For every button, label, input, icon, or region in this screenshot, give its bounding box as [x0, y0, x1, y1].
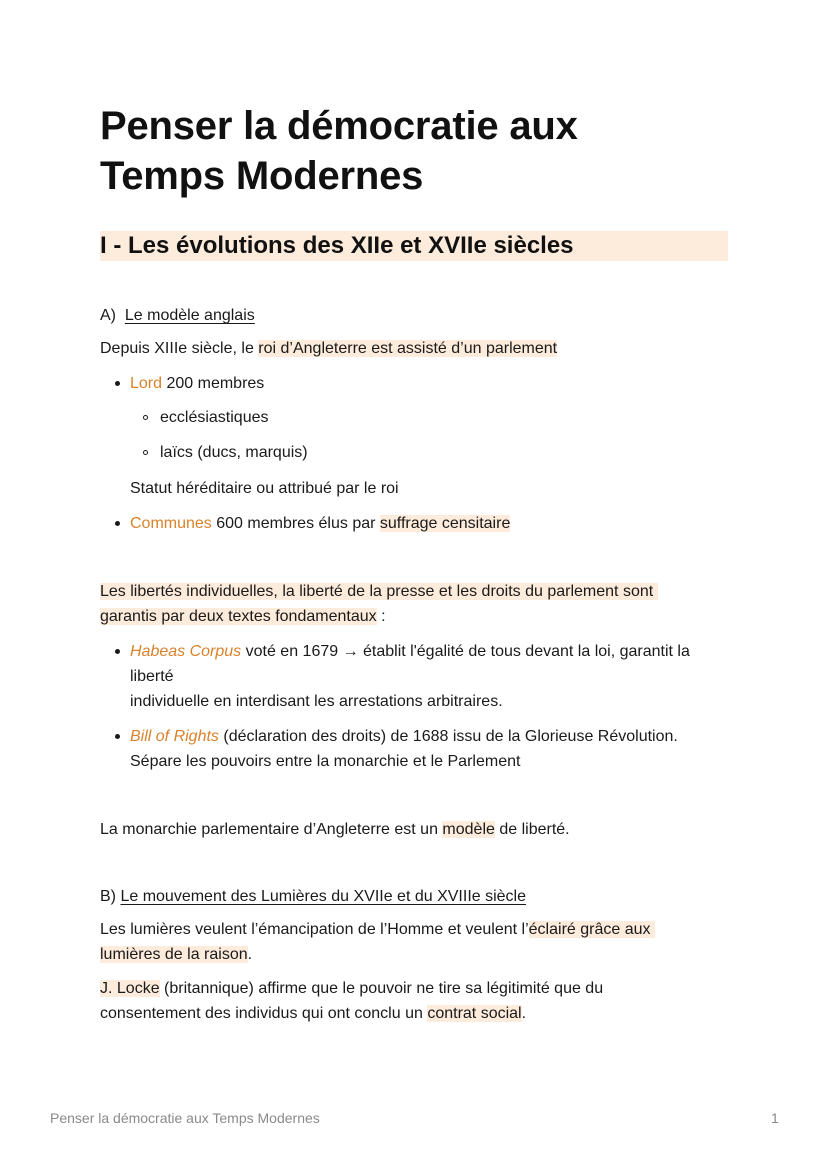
- subsection-b-prefix: B): [100, 888, 116, 905]
- highlighted-text: lumières de la raison: [100, 946, 248, 963]
- list-item-bill-line-2: Sépare les pouvoirs entre la monarchie et le Parlement: [130, 753, 521, 770]
- list-item-text: voté en 1679 → établit l'égalité de tous devant la loi, garantit la: [241, 643, 690, 660]
- highlighted-text: modèle: [442, 821, 495, 838]
- list-item-habeas-corpus: [130, 639, 690, 664]
- hollow-bullet-icon: [143, 450, 148, 455]
- paragraph-text: .: [247, 946, 253, 963]
- paragraph-monarchie: [100, 817, 570, 842]
- paragraph-text: de liberté.: [494, 821, 570, 838]
- paragraph-text: (britannique) affirme que le pouvoir ne tire sa légitimité que du: [159, 980, 604, 997]
- list-item-text: (déclaration des droits) de 1688 issu de la Glorieuse Révolution.: [218, 728, 678, 745]
- subsection-a-prefix: A): [100, 307, 116, 324]
- subsection-a-label: Le modèle anglais: [124, 307, 255, 324]
- highlighted-text: contrat social: [427, 1005, 522, 1022]
- highlighted-text: suffrage censitaire: [379, 515, 511, 532]
- paragraph-lumieres-line-2: [100, 942, 252, 967]
- footer-title: Penser la démocratie aux Temps Modernes: [50, 1110, 320, 1126]
- paragraph-lumieres-line-1: [100, 917, 655, 942]
- term-bill-of-rights: Bill of Rights: [130, 728, 219, 745]
- paragraph-parlement: [100, 336, 557, 361]
- bullet-icon: [115, 381, 120, 386]
- term-communes: Communes: [130, 515, 212, 532]
- term-habeas-corpus: Habeas Corpus: [130, 643, 242, 660]
- bullet-icon: [115, 521, 120, 526]
- highlighted-text: garantis par deux textes fondamentaux: [100, 608, 377, 625]
- list-item-habeas-line-2: liberté: [130, 668, 174, 685]
- subsection-b-label: Le mouvement des Lumières du XVIIe et du XVIIIe siècle: [120, 888, 527, 905]
- list-item-text: 200 membres: [162, 375, 265, 392]
- paragraph-text: Les lumières veulent l’émancipation de l’Homme et veulent l’: [100, 921, 529, 938]
- lord-note: Statut héréditaire ou attribué par le roi: [130, 480, 399, 497]
- subsection-a-heading: [100, 303, 255, 328]
- paragraph-text: :: [376, 608, 386, 625]
- paragraph-libertes-line-1: [100, 579, 658, 604]
- paragraph-text: Depuis XIIIe siècle, le: [100, 340, 259, 357]
- paragraph-libertes-line-2: [100, 604, 386, 629]
- highlighted-text: éclairé grâce aux: [528, 921, 651, 938]
- highlighted-text: roi d’Angleterre est assisté d’un parlement: [258, 340, 558, 357]
- sub-list-item: ecclésiastiques: [160, 409, 269, 426]
- paragraph-text: consentement des individus qui ont conclu un: [100, 1005, 428, 1022]
- footer-page-number: 1: [771, 1110, 779, 1126]
- section-1-heading: I - Les évolutions des XIIe et XVIIe siècles: [100, 231, 728, 261]
- highlighted-text: J. Locke: [100, 980, 160, 997]
- title-line-2: Temps Modernes: [100, 154, 424, 198]
- bullet-icon: [115, 649, 120, 654]
- list-item-text: 600 membres élus par: [211, 515, 380, 532]
- title-line-1: Penser la démocratie aux: [100, 104, 578, 148]
- paragraph-text: .: [521, 1005, 527, 1022]
- list-item-habeas-line-3: individuelle en interdisant les arrestations arbitraires.: [130, 693, 503, 710]
- list-item-bill-of-rights: [130, 724, 678, 749]
- paragraph-locke-line-1: [100, 976, 603, 1001]
- list-item-lord: [130, 371, 264, 396]
- paragraph-locke-line-2: [100, 1001, 526, 1026]
- sub-list-item: laïcs (ducs, marquis): [160, 444, 308, 461]
- document-title: [100, 101, 578, 201]
- bullet-icon: [115, 734, 120, 739]
- hollow-bullet-icon: [143, 415, 148, 420]
- list-item-communes: [130, 511, 510, 536]
- highlighted-text: Les libertés individuelles, la liberté de la presse et les droits du parlement sont: [100, 583, 654, 600]
- subsection-b-heading: [100, 884, 526, 909]
- paragraph-text: La monarchie parlementaire d’Angleterre est un: [100, 821, 443, 838]
- term-lord: Lord: [130, 375, 163, 392]
